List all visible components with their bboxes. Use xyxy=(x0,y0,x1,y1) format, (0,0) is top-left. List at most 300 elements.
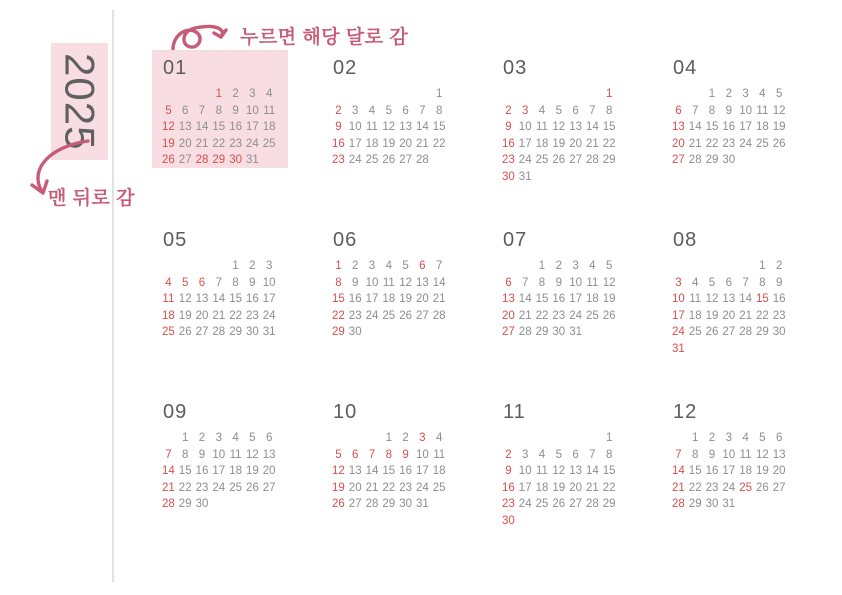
day-cell: 7 xyxy=(165,448,172,461)
day-cell: 12 xyxy=(382,121,396,134)
day-cell: 19 xyxy=(705,309,719,322)
day-cell: 26 xyxy=(162,154,175,167)
day-cell: 24 xyxy=(722,481,736,494)
day-cell: 24 xyxy=(348,154,362,167)
day-cell: 6 xyxy=(775,432,783,444)
day-cell: 2 xyxy=(505,448,512,461)
day-cell: 1 xyxy=(181,432,189,444)
day-cell: 29 xyxy=(755,326,769,339)
day-cell: 5 xyxy=(402,260,409,272)
day-cell: 17 xyxy=(245,121,259,134)
day-cell: 23 xyxy=(772,309,786,322)
day-cell: 13 xyxy=(772,448,786,461)
day-cell: 3 xyxy=(742,88,749,100)
day-cell: 3 xyxy=(419,432,426,444)
month-label: 10 xyxy=(333,401,358,423)
blank-cell xyxy=(210,258,227,275)
day-cell: 14 xyxy=(672,465,685,478)
day-cell: 19 xyxy=(552,137,566,150)
day-cell: 12 xyxy=(602,276,616,289)
day-cell: 26 xyxy=(602,309,616,322)
day-cell: 2 xyxy=(555,260,562,272)
day-cell: 9 xyxy=(351,276,359,289)
day-cell: 24 xyxy=(518,498,532,511)
day-cell: 14 xyxy=(212,293,226,306)
month-days xyxy=(670,258,798,358)
day-cell: 18 xyxy=(739,465,752,478)
month-10[interactable] xyxy=(322,394,458,566)
day-cell: 1 xyxy=(605,88,613,100)
day-cell: 24 xyxy=(518,154,532,167)
day-cell: 6 xyxy=(572,448,579,461)
day-cell: 18 xyxy=(755,121,769,134)
day-cell: 26 xyxy=(705,326,719,339)
day-cell: 26 xyxy=(178,326,192,339)
day-cell: 19 xyxy=(755,465,769,478)
day-cell: 15 xyxy=(705,121,719,134)
day-cell: 5 xyxy=(708,276,716,289)
day-cell: 14 xyxy=(585,465,599,478)
month-days xyxy=(330,258,458,341)
day-cell: 29 xyxy=(382,498,396,511)
day-cell: 28 xyxy=(585,154,599,167)
day-cell: 25 xyxy=(229,481,242,494)
month-days xyxy=(330,430,458,513)
day-cell: 30 xyxy=(502,514,515,527)
day-cell: 21 xyxy=(432,293,446,306)
day-cell: 4 xyxy=(538,448,546,461)
day-cell: 22 xyxy=(688,481,702,494)
day-cell: 14 xyxy=(195,121,209,134)
day-cell: 11 xyxy=(366,121,378,134)
day-cell: 23 xyxy=(722,137,736,150)
day-cell: 28 xyxy=(585,498,599,511)
day-cell: 27 xyxy=(772,481,786,494)
day-cell: 25 xyxy=(365,154,379,167)
day-cell: 5 xyxy=(555,104,562,117)
day-cell: 7 xyxy=(435,260,443,272)
day-cell: 4 xyxy=(759,88,766,100)
day-cell: 1 xyxy=(605,432,613,444)
day-cell: 6 xyxy=(265,432,273,444)
top-annotation: 누르면 해당 달로 감 xyxy=(240,27,409,48)
day-cell: 6 xyxy=(402,104,409,117)
day-cell: 27 xyxy=(262,481,276,494)
year-label: 2025 xyxy=(56,52,104,151)
day-cell: 6 xyxy=(505,276,512,289)
day-cell: 26 xyxy=(552,498,566,511)
day-cell: 22 xyxy=(382,481,396,494)
day-cell: 4 xyxy=(691,276,699,289)
month-12[interactable] xyxy=(662,394,798,566)
day-cell: 7 xyxy=(691,104,699,117)
blank-cell xyxy=(380,86,397,103)
day-cell: 30 xyxy=(348,326,362,339)
calendar-grid xyxy=(152,50,832,566)
month-09[interactable] xyxy=(152,394,288,566)
blank-cell xyxy=(737,258,754,275)
day-cell: 20 xyxy=(569,481,582,494)
month-label: 04 xyxy=(673,57,698,79)
day-cell: 4 xyxy=(232,432,239,444)
day-cell: 31 xyxy=(672,342,685,355)
day-cell: 9 xyxy=(505,465,512,478)
day-cell: 25 xyxy=(535,498,549,511)
blank-cell xyxy=(584,430,601,447)
day-cell: 24 xyxy=(212,481,226,494)
month-03[interactable] xyxy=(492,50,628,222)
day-cell: 12 xyxy=(772,104,786,117)
day-cell: 28 xyxy=(739,326,752,339)
day-cell: 1 xyxy=(232,260,239,272)
day-cell: 2 xyxy=(335,104,342,117)
vertical-divider xyxy=(112,10,114,582)
blank-cell xyxy=(550,86,567,103)
day-cell: 26 xyxy=(245,481,259,494)
day-cell: 23 xyxy=(705,481,719,494)
day-cell: 3 xyxy=(572,260,579,272)
day-cell: 18 xyxy=(535,137,549,150)
day-cell: 19 xyxy=(162,137,175,150)
day-cell: 28 xyxy=(162,498,175,511)
day-cell: 23 xyxy=(245,309,259,322)
month-days xyxy=(500,86,628,186)
day-cell: 20 xyxy=(772,465,786,478)
month-02[interactable] xyxy=(322,50,458,222)
day-cell: 15 xyxy=(602,121,616,134)
day-cell: 11 xyxy=(263,104,276,117)
day-cell: 16 xyxy=(552,293,566,306)
day-cell: 4 xyxy=(165,276,172,289)
day-cell: 8 xyxy=(708,104,716,117)
day-cell: 4 xyxy=(589,260,596,272)
day-cell: 7 xyxy=(521,276,529,289)
day-cell: 11 xyxy=(739,448,752,461)
day-cell: 29 xyxy=(688,498,702,511)
day-cell: 18 xyxy=(229,465,242,478)
day-cell: 5 xyxy=(605,260,613,272)
day-cell: 22 xyxy=(178,481,192,494)
day-cell: 28 xyxy=(415,154,429,167)
day-cell: 4 xyxy=(265,88,273,100)
day-cell: 30 xyxy=(552,326,566,339)
day-cell: 25 xyxy=(382,309,396,322)
day-cell: 14 xyxy=(162,465,175,478)
day-cell: 3 xyxy=(265,260,273,272)
day-cell: 11 xyxy=(536,121,548,134)
day-cell: 22 xyxy=(212,137,226,150)
day-cell: 3 xyxy=(521,104,529,117)
blank-cell xyxy=(194,86,211,103)
day-cell: 10 xyxy=(365,276,379,289)
day-cell: 18 xyxy=(585,293,599,306)
day-cell: 17 xyxy=(518,137,532,150)
month-label: 08 xyxy=(673,229,698,251)
day-cell: 26 xyxy=(399,309,412,322)
day-cell: 13 xyxy=(195,293,209,306)
day-cell: 5 xyxy=(335,448,342,461)
day-cell: 17 xyxy=(212,465,226,478)
day-cell: 28 xyxy=(212,326,226,339)
day-cell: 14 xyxy=(688,121,702,134)
day-cell: 1 xyxy=(435,88,443,100)
day-cell: 12 xyxy=(755,448,769,461)
day-cell: 1 xyxy=(691,432,699,444)
blank-cell xyxy=(194,258,211,275)
day-cell: 21 xyxy=(212,309,226,322)
day-cell: 30 xyxy=(705,498,719,511)
day-cell: 24 xyxy=(262,309,276,322)
day-cell: 25 xyxy=(432,481,446,494)
day-cell: 30 xyxy=(502,170,515,183)
day-cell: 19 xyxy=(399,293,412,306)
day-cell: 8 xyxy=(605,104,613,117)
left-annotation: 맨 뒤로 감 xyxy=(48,188,135,209)
day-cell: 1 xyxy=(335,260,342,272)
day-cell: 20 xyxy=(399,137,412,150)
day-cell: 1 xyxy=(385,432,392,444)
month-label: 02 xyxy=(333,57,358,79)
day-cell: 21 xyxy=(518,309,532,322)
day-cell: 9 xyxy=(775,276,783,289)
blank-cell xyxy=(364,430,381,447)
day-cell: 12 xyxy=(332,465,345,478)
month-11[interactable] xyxy=(492,394,628,566)
day-cell: 10 xyxy=(245,104,259,117)
day-cell: 31 xyxy=(518,170,532,183)
day-cell: 17 xyxy=(739,121,752,134)
day-cell: 9 xyxy=(725,104,732,117)
month-04[interactable] xyxy=(662,50,798,222)
day-cell: 25 xyxy=(739,481,752,494)
day-cell: 10 xyxy=(415,448,429,461)
month-01[interactable] xyxy=(152,50,288,168)
day-cell: 29 xyxy=(229,326,242,339)
day-cell: 16 xyxy=(722,121,736,134)
day-cell: 14 xyxy=(415,121,429,134)
day-cell: 13 xyxy=(415,276,429,289)
day-cell: 13 xyxy=(722,293,736,306)
day-cell: 19 xyxy=(552,481,566,494)
day-cell: 11 xyxy=(382,276,395,289)
blank-cell xyxy=(414,86,431,103)
day-cell: 5 xyxy=(249,432,256,444)
month-label: 11 xyxy=(503,401,526,423)
month-label: 03 xyxy=(503,57,528,79)
blank-cell xyxy=(517,86,534,103)
day-cell: 23 xyxy=(502,498,515,511)
month-label: 07 xyxy=(503,229,528,251)
blank-cell xyxy=(160,430,177,447)
day-cell: 11 xyxy=(756,104,769,117)
blank-cell xyxy=(347,430,364,447)
day-cell: 27 xyxy=(399,154,412,167)
day-cell: 21 xyxy=(585,481,599,494)
day-cell: 14 xyxy=(432,276,446,289)
day-cell: 12 xyxy=(178,293,192,306)
day-cell: 17 xyxy=(415,465,429,478)
day-cell: 29 xyxy=(178,498,192,511)
day-cell: 27 xyxy=(672,154,685,167)
day-cell: 29 xyxy=(705,154,719,167)
day-cell: 5 xyxy=(181,276,189,289)
blank-cell xyxy=(500,86,517,103)
day-cell: 28 xyxy=(518,326,532,339)
day-cell: 9 xyxy=(402,448,409,461)
day-cell: 9 xyxy=(249,276,256,289)
day-cell: 11 xyxy=(433,448,446,461)
day-cell: 24 xyxy=(365,309,379,322)
day-cell: 20 xyxy=(722,309,736,322)
day-cell: 9 xyxy=(198,448,206,461)
month-days xyxy=(670,86,798,169)
day-cell: 24 xyxy=(672,326,685,339)
day-cell: 21 xyxy=(739,309,752,322)
day-cell: 7 xyxy=(589,104,596,117)
day-cell: 23 xyxy=(195,481,209,494)
day-cell: 24 xyxy=(739,137,752,150)
day-cell: 22 xyxy=(332,309,345,322)
day-cell: 6 xyxy=(198,276,206,289)
day-cell: 2 xyxy=(402,432,409,444)
day-cell: 1 xyxy=(708,88,716,100)
day-cell: 5 xyxy=(759,432,766,444)
blank-cell xyxy=(364,86,381,103)
month-05[interactable] xyxy=(152,222,288,394)
day-cell: 15 xyxy=(432,121,446,134)
day-cell: 20 xyxy=(178,137,192,150)
day-cell: 16 xyxy=(399,465,412,478)
day-cell: 2 xyxy=(249,260,256,272)
day-cell: 3 xyxy=(725,432,732,444)
day-cell: 13 xyxy=(262,448,276,461)
day-cell: 13 xyxy=(399,121,412,134)
day-cell: 2 xyxy=(775,260,783,272)
day-cell: 17 xyxy=(518,481,532,494)
day-cell: 11 xyxy=(689,293,702,306)
day-cell: 1 xyxy=(759,260,766,272)
day-cell: 2 xyxy=(725,88,732,100)
month-days xyxy=(160,430,288,513)
day-cell: 10 xyxy=(722,448,736,461)
day-cell: 2 xyxy=(505,104,512,117)
day-cell: 10 xyxy=(518,465,532,478)
day-cell: 10 xyxy=(672,293,685,306)
month-days xyxy=(500,430,628,530)
day-cell: 9 xyxy=(232,104,239,117)
day-cell: 8 xyxy=(385,448,392,461)
day-cell: 20 xyxy=(415,293,429,306)
day-cell: 15 xyxy=(212,121,226,134)
day-cell: 23 xyxy=(332,154,345,167)
day-cell: 6 xyxy=(419,260,426,272)
day-cell: 21 xyxy=(688,137,702,150)
day-cell: 6 xyxy=(725,276,732,289)
day-cell: 27 xyxy=(415,309,429,322)
blank-cell xyxy=(517,430,534,447)
day-cell: 27 xyxy=(569,498,582,511)
day-cell: 28 xyxy=(672,498,685,511)
day-cell: 6 xyxy=(351,448,359,461)
day-cell: 30 xyxy=(195,498,209,511)
blank-cell xyxy=(704,258,721,275)
day-cell: 27 xyxy=(178,154,192,167)
day-cell: 5 xyxy=(165,104,172,117)
day-cell: 16 xyxy=(502,481,515,494)
day-cell: 14 xyxy=(739,293,752,306)
day-cell: 13 xyxy=(348,465,362,478)
day-cell: 8 xyxy=(605,448,613,461)
day-cell: 17 xyxy=(672,309,685,322)
day-cell: 18 xyxy=(162,309,175,322)
day-cell: 15 xyxy=(755,293,769,306)
day-cell: 1 xyxy=(538,260,546,272)
month-label: 09 xyxy=(163,401,188,423)
day-cell: 30 xyxy=(772,326,786,339)
day-cell: 5 xyxy=(775,88,783,100)
day-cell: 15 xyxy=(178,465,192,478)
blank-cell xyxy=(517,258,534,275)
day-cell: 8 xyxy=(181,448,189,461)
day-cell: 13 xyxy=(672,121,685,134)
day-cell: 30 xyxy=(722,154,736,167)
day-cell: 7 xyxy=(742,276,749,289)
day-cell: 18 xyxy=(535,481,549,494)
day-cell: 8 xyxy=(759,276,766,289)
blank-cell xyxy=(670,86,687,103)
month-06[interactable] xyxy=(322,222,458,394)
day-cell: 24 xyxy=(569,309,582,322)
blank-cell xyxy=(160,258,177,275)
day-cell: 21 xyxy=(195,137,209,150)
day-cell: 22 xyxy=(755,309,769,322)
day-cell: 18 xyxy=(688,309,702,322)
day-cell: 27 xyxy=(348,498,362,511)
day-cell: 3 xyxy=(368,260,376,272)
blank-cell xyxy=(500,430,517,447)
day-cell: 18 xyxy=(432,465,446,478)
day-cell: 7 xyxy=(675,448,682,461)
day-cell: 31 xyxy=(722,498,736,511)
day-cell: 29 xyxy=(332,326,345,339)
month-label: 01 xyxy=(163,57,188,79)
day-cell: 2 xyxy=(232,88,239,100)
day-cell: 5 xyxy=(385,104,392,117)
day-cell: 21 xyxy=(415,137,429,150)
blank-cell xyxy=(347,86,364,103)
day-cell: 12 xyxy=(399,276,412,289)
day-cell: 19 xyxy=(245,465,259,478)
day-cell: 20 xyxy=(672,137,685,150)
month-07[interactable] xyxy=(492,222,628,394)
day-cell: 19 xyxy=(772,121,786,134)
day-cell: 28 xyxy=(365,498,379,511)
month-08[interactable] xyxy=(662,222,798,394)
day-cell: 6 xyxy=(675,104,682,117)
day-cell: 14 xyxy=(585,121,599,134)
day-cell: 1 xyxy=(215,88,222,100)
day-cell: 19 xyxy=(178,309,192,322)
day-cell: 30 xyxy=(229,154,242,167)
day-cell: 23 xyxy=(399,481,412,494)
day-cell: 11 xyxy=(162,293,175,306)
day-cell: 9 xyxy=(555,276,562,289)
day-cell: 22 xyxy=(602,481,616,494)
day-cell: 10 xyxy=(569,276,582,289)
blank-cell xyxy=(584,86,601,103)
day-cell: 13 xyxy=(502,293,515,306)
blank-cell xyxy=(550,430,567,447)
